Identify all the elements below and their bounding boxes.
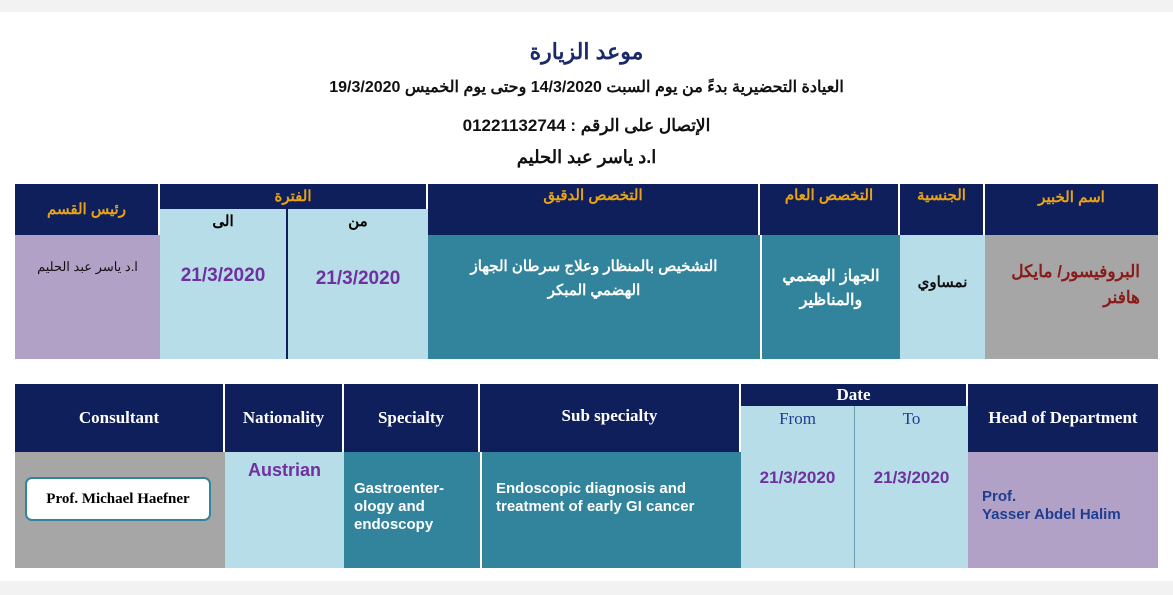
nationality-cell: Austrian bbox=[225, 452, 344, 568]
consultant-cell bbox=[15, 452, 225, 568]
head-of-dept-cell: Prof. Yasser Abdel Halim bbox=[968, 452, 1158, 568]
top-band bbox=[0, 0, 1173, 12]
to-header: To bbox=[855, 406, 968, 452]
nationality-cell-ar: نمساوي bbox=[900, 235, 985, 359]
sub-specialty-cell-ar: التشخيص بالمنظار وعلاج سرطان الجهاز الهضمي المبكر bbox=[428, 235, 760, 359]
sub-specialty-cell: Endoscopic diagnosis and treatment of early GI cancer bbox=[480, 452, 741, 568]
to-header-ar: الى bbox=[160, 209, 288, 235]
from-date-cell-ar: 21/3/2020 bbox=[288, 235, 428, 359]
clinic-dates-line: العيادة التحضيرية بدءً من يوم السبت 14/3/2020 وحتى يوم الخميس 19/3/2020 bbox=[329, 79, 844, 96]
head-of-dept-header: Head of Department bbox=[968, 384, 1158, 452]
to-date-cell: 21/3/2020 bbox=[855, 452, 968, 568]
from-date-cell: 21/3/2020 bbox=[741, 452, 855, 568]
from-header-ar: من bbox=[288, 209, 428, 235]
sub-specialty-header: Sub specialty bbox=[480, 384, 741, 452]
head-of-dept-cell-ar: ا.د ياسر عبد الحليم bbox=[15, 235, 160, 359]
consultant-header: Consultant bbox=[15, 384, 225, 452]
contact-line: الإتصال على الرقم : 01221132744 bbox=[462, 116, 711, 135]
expert-cell-ar: البروفيسور/ مايكل هافنر bbox=[985, 235, 1158, 359]
visit-title: موعد الزيارة bbox=[529, 39, 644, 64]
general-specialty-cell-ar: الجهاز الهضمي والمناظير bbox=[760, 235, 900, 359]
date-header: Date bbox=[741, 384, 968, 406]
sub-specialty-header-ar: التخصص الدقيق bbox=[428, 184, 760, 235]
specialty-header: Specialty bbox=[344, 384, 480, 452]
to-date-cell-ar: 21/3/2020 bbox=[160, 235, 288, 359]
nationality-header-ar: الجنسية bbox=[900, 184, 985, 235]
period-header-ar: الفترة bbox=[160, 184, 428, 209]
general-specialty-header-ar: التخصص العام bbox=[760, 184, 900, 235]
head-of-dept-header-ar: رئيس القسم bbox=[15, 184, 160, 235]
nationality-header: Nationality bbox=[225, 384, 344, 452]
expert-header-ar: اسم الخبير bbox=[985, 184, 1158, 235]
from-header: From bbox=[741, 406, 855, 452]
specialty-cell: Gastroenter- ology and endoscopy bbox=[344, 452, 480, 568]
consultant-name-box: Prof. Michael Haefner bbox=[25, 477, 211, 521]
contact-name: ا.د ياسر عبد الحليم bbox=[516, 147, 657, 167]
bottom-band bbox=[0, 581, 1173, 595]
